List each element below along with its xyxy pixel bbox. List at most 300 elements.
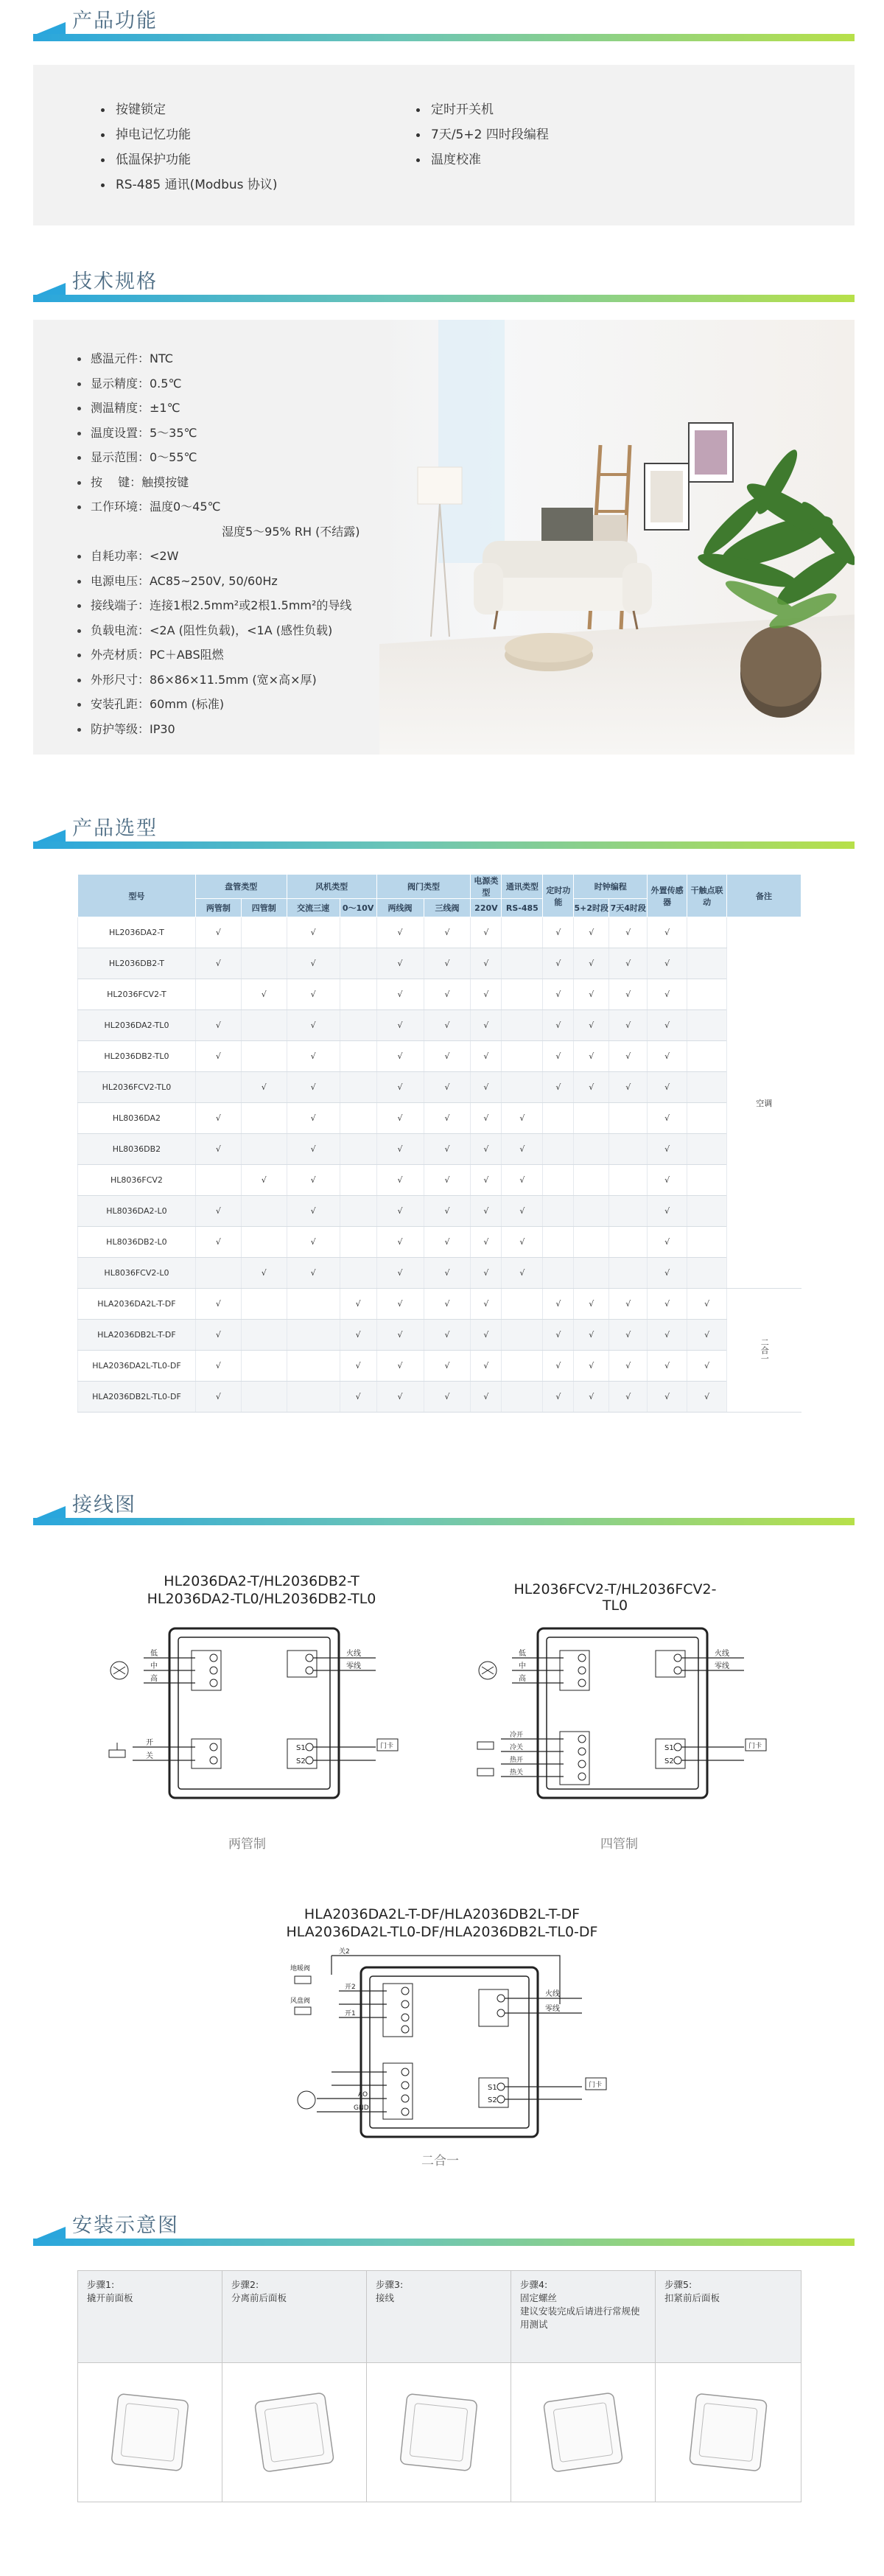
th-ac-3speed: 交流三速: [287, 899, 340, 917]
install-step: [222, 2271, 367, 2502]
check-cell: √: [471, 1258, 502, 1289]
install-step: [511, 2271, 656, 2502]
install-step-illustration: [367, 2364, 511, 2502]
feature-item: 低温保护功能: [94, 147, 278, 172]
section-title: 产品选型: [72, 817, 158, 840]
check-cell: √: [574, 979, 609, 1010]
th-clock: 时钟编程: [574, 875, 648, 899]
check-cell: [195, 1165, 241, 1196]
check-cell: √: [609, 1289, 648, 1320]
check-cell: √: [471, 948, 502, 979]
label-low: 低: [519, 1650, 526, 1658]
remark-cell: 二合一: [727, 1289, 801, 1413]
label-s2: S2: [664, 1757, 674, 1765]
check-cell: [687, 1103, 727, 1134]
check-cell: √: [340, 1289, 376, 1320]
check-cell: √: [471, 1289, 502, 1320]
check-cell: √: [195, 1289, 241, 1320]
check-cell: √: [471, 1165, 502, 1196]
check-cell: √: [502, 1196, 543, 1227]
check-cell: √: [648, 1289, 687, 1320]
wiring-diagram-1-title: [125, 1572, 398, 1608]
table-row: [78, 1072, 801, 1103]
check-cell: √: [424, 1227, 471, 1258]
spec-item: 工作环境：温度0〜45℃: [71, 494, 360, 519]
install-step-header: [656, 2271, 801, 2363]
features-right-list: [409, 97, 549, 172]
th-timer: 定时功能: [543, 875, 574, 917]
header-gradient-bar: [33, 841, 855, 849]
check-cell: [687, 948, 727, 979]
spec-item: 防护等级：IP30: [71, 717, 360, 742]
check-cell: [502, 917, 543, 948]
label-mid: 中: [150, 1662, 158, 1670]
check-cell: [340, 1227, 376, 1258]
check-cell: √: [241, 979, 287, 1010]
check-cell: √: [609, 1320, 648, 1351]
check-cell: [340, 1165, 376, 1196]
install-step-label: 步骤1:: [87, 2279, 115, 2290]
specs-panel: [33, 320, 855, 755]
wiring-diagram-3-title: [265, 1905, 619, 1941]
check-cell: [241, 1196, 287, 1227]
check-cell: √: [241, 1072, 287, 1103]
section-title: 产品功能: [72, 10, 158, 32]
check-cell: [287, 1382, 340, 1413]
check-cell: [287, 1320, 340, 1351]
check-cell: √: [471, 1103, 502, 1134]
install-step-text: 撬开前面板: [87, 2292, 133, 2303]
install-step-label: 步骤4:: [520, 2279, 548, 2290]
model-cell: HL2036FCV2-T: [78, 979, 196, 1010]
install-step-header: [78, 2271, 222, 2363]
check-cell: [340, 917, 376, 948]
check-cell: √: [687, 1351, 727, 1382]
section-header-specs: [0, 261, 884, 305]
check-cell: √: [648, 1382, 687, 1413]
check-cell: √: [543, 917, 574, 948]
th-0-10v: 0〜10V: [340, 899, 376, 917]
check-cell: √: [609, 1351, 648, 1382]
check-cell: √: [287, 1072, 340, 1103]
check-cell: √: [471, 1351, 502, 1382]
check-cell: √: [424, 1165, 471, 1196]
check-cell: √: [376, 1041, 424, 1072]
model-cell: HLA2036DB2L-TL0-DF: [78, 1382, 196, 1413]
check-cell: [609, 1134, 648, 1165]
check-cell: √: [574, 1010, 609, 1041]
check-cell: √: [471, 1382, 502, 1413]
check-cell: √: [574, 1072, 609, 1103]
check-cell: [687, 1258, 727, 1289]
check-cell: √: [287, 1165, 340, 1196]
check-cell: √: [287, 1196, 340, 1227]
check-cell: √: [376, 948, 424, 979]
wiring-diagram-combo: [287, 1945, 619, 2144]
check-cell: √: [543, 1010, 574, 1041]
table-row: [78, 1041, 801, 1072]
check-cell: √: [424, 948, 471, 979]
check-cell: [687, 1165, 727, 1196]
feature-item: 按键锁定: [94, 97, 278, 122]
feature-item: 温度校准: [409, 147, 549, 172]
label-close: 关: [146, 1752, 153, 1760]
check-cell: √: [543, 948, 574, 979]
check-cell: [687, 1041, 727, 1072]
check-cell: √: [424, 1289, 471, 1320]
check-cell: [340, 979, 376, 1010]
th-220v: 220V: [471, 899, 502, 917]
label-on2: 开2: [345, 1984, 356, 1991]
check-cell: √: [471, 1134, 502, 1165]
feature-item: 掉电记忆功能: [94, 122, 278, 147]
label-card: 门卡: [380, 1743, 394, 1750]
check-cell: √: [195, 1196, 241, 1227]
check-cell: √: [195, 948, 241, 979]
section-title: 技术规格: [72, 270, 158, 293]
section-header-wiring: [0, 1484, 884, 1528]
section-header-install: [0, 2205, 884, 2249]
table-row: [78, 1227, 801, 1258]
check-cell: √: [376, 1320, 424, 1351]
check-cell: √: [687, 1320, 727, 1351]
table-row: [78, 1103, 801, 1134]
label-s2: S2: [488, 2096, 497, 2104]
check-cell: [340, 1134, 376, 1165]
check-cell: √: [574, 1320, 609, 1351]
label-live: 火线: [715, 1650, 729, 1658]
spec-item: 湿度5〜95% RH (不结露): [222, 524, 360, 539]
model-cell: HL2036DA2-TL0: [78, 1010, 196, 1041]
check-cell: [340, 1196, 376, 1227]
spec-item: 接线端子：连接1根2.5mm²或2根1.5mm²的导线: [71, 593, 360, 618]
install-step-text: 固定螺丝 建议安装完成后请进行常规使用测试: [520, 2292, 640, 2330]
check-cell: √: [376, 1258, 424, 1289]
check-cell: √: [471, 1196, 502, 1227]
spec-item: 自耗功率：<2W: [71, 544, 360, 569]
feature-item: 7天/5+2 四时段编程: [409, 122, 549, 147]
check-cell: √: [648, 979, 687, 1010]
wiring-diagram-four-pipe: [471, 1621, 781, 1820]
install-step-illustration: [78, 2364, 222, 2502]
model-cell: HL8036FCV2-L0: [78, 1258, 196, 1289]
check-cell: [543, 1227, 574, 1258]
label-high: 高: [519, 1675, 526, 1683]
th-four-pipe: 四管制: [241, 899, 287, 917]
check-cell: [687, 1227, 727, 1258]
th-5plus2: 5+2时段: [574, 899, 609, 917]
check-cell: √: [543, 1072, 574, 1103]
check-cell: √: [340, 1320, 376, 1351]
check-cell: √: [609, 1010, 648, 1041]
check-cell: √: [376, 1165, 424, 1196]
feature-item: RS-485 通讯(Modbus 协议): [94, 172, 278, 197]
check-cell: √: [609, 1072, 648, 1103]
check-cell: [502, 1351, 543, 1382]
table-row: [78, 1289, 801, 1320]
section-header-selection: [0, 808, 884, 852]
check-cell: √: [471, 1010, 502, 1041]
check-cell: √: [376, 1010, 424, 1041]
check-cell: √: [648, 1258, 687, 1289]
wiring-title-line: HL2036DA2-T/HL2036DB2-T: [164, 1573, 359, 1589]
check-cell: √: [195, 1382, 241, 1413]
table-row: [78, 1196, 801, 1227]
check-cell: √: [471, 1227, 502, 1258]
label-high: 高: [150, 1675, 158, 1683]
check-cell: [340, 1258, 376, 1289]
check-cell: √: [287, 1134, 340, 1165]
check-cell: [687, 1072, 727, 1103]
model-cell: HLA2036DA2L-TL0-DF: [78, 1351, 196, 1382]
header-gradient-bar: [33, 34, 855, 41]
check-cell: [241, 1227, 287, 1258]
check-cell: √: [609, 979, 648, 1010]
check-cell: [502, 1289, 543, 1320]
check-cell: [241, 1320, 287, 1351]
label-on1: 开1: [345, 2010, 356, 2017]
check-cell: √: [376, 1227, 424, 1258]
table-row: [78, 1165, 801, 1196]
spec-item: 温度设置：5〜35℃: [71, 421, 360, 446]
check-cell: √: [609, 1382, 648, 1413]
th-two-pipe: 两管制: [195, 899, 241, 917]
label-s2: S2: [296, 1757, 306, 1765]
spec-item: 安装孔距：60mm (标准): [71, 692, 360, 717]
check-cell: √: [502, 1134, 543, 1165]
th-model: 型号: [78, 875, 196, 917]
label-cool-open: 冷开: [510, 1732, 524, 1739]
check-cell: √: [287, 979, 340, 1010]
check-cell: √: [376, 917, 424, 948]
check-cell: √: [376, 1072, 424, 1103]
spec-item: 感温元件：NTC: [71, 346, 360, 371]
check-cell: [609, 1258, 648, 1289]
check-cell: √: [424, 917, 471, 948]
check-cell: [502, 1010, 543, 1041]
wiring-caption-two-pipe: 两管制: [228, 1837, 266, 1852]
model-cell: HLA2036DB2L-T-DF: [78, 1320, 196, 1351]
label-neutral: 零线: [346, 1662, 361, 1670]
check-cell: [543, 1196, 574, 1227]
label-gnd: GND: [354, 2104, 369, 2112]
label-card: 门卡: [589, 2082, 603, 2089]
check-cell: [574, 1227, 609, 1258]
spec-item: 电源电压：AC85~250V, 50/60Hz: [71, 569, 360, 594]
check-cell: [502, 1072, 543, 1103]
check-cell: √: [648, 1072, 687, 1103]
check-cell: √: [648, 1041, 687, 1072]
check-cell: √: [287, 1227, 340, 1258]
model-cell: HL2036DB2-T: [78, 948, 196, 979]
check-cell: [241, 1010, 287, 1041]
th-power: 电源类型: [471, 875, 502, 899]
model-cell: HLA2036DA2L-T-DF: [78, 1289, 196, 1320]
section-header-features: [0, 0, 884, 44]
check-cell: √: [648, 1196, 687, 1227]
model-cell: HL8036DB2-L0: [78, 1227, 196, 1258]
remark-cell: 空调: [727, 917, 801, 1289]
check-cell: [502, 1320, 543, 1351]
th-remark: 备注: [727, 875, 801, 917]
check-cell: √: [195, 1351, 241, 1382]
label-live: 火线: [545, 1990, 560, 1998]
check-cell: √: [471, 1320, 502, 1351]
check-cell: [241, 1351, 287, 1382]
check-cell: √: [424, 1041, 471, 1072]
check-cell: √: [574, 1382, 609, 1413]
th-7day: 7天4时段: [609, 899, 648, 917]
check-cell: √: [376, 1103, 424, 1134]
check-cell: [287, 1289, 340, 1320]
table-row: [78, 948, 801, 979]
header-gradient-bar: [33, 295, 855, 302]
check-cell: [574, 1103, 609, 1134]
check-cell: √: [648, 1103, 687, 1134]
check-cell: [687, 917, 727, 948]
table-row: [78, 1351, 801, 1382]
check-cell: √: [424, 1351, 471, 1382]
install-step: [78, 2271, 222, 2502]
check-cell: √: [648, 1351, 687, 1382]
check-cell: √: [502, 1227, 543, 1258]
check-cell: √: [609, 917, 648, 948]
wiring-title-line: HLA2036DA2L-TL0-DF/HLA2036DB2L-TL0-DF: [286, 1924, 598, 1940]
th-rs485: RS-485: [502, 899, 543, 917]
check-cell: √: [648, 1320, 687, 1351]
install-step-header: [511, 2271, 655, 2363]
install-step-label: 步骤3:: [376, 2279, 404, 2290]
check-cell: [241, 1041, 287, 1072]
install-step-text: 扣紧前后面板: [664, 2292, 720, 2303]
table-row: [78, 979, 801, 1010]
wiring-diagram-2-title: HL2036FCV2-T/HL2036FCV2-TL0: [513, 1581, 717, 1614]
wiring-caption-combo: 二合一: [421, 2154, 459, 2169]
check-cell: [340, 948, 376, 979]
check-cell: √: [574, 1041, 609, 1072]
model-cell: HL2036FCV2-TL0: [78, 1072, 196, 1103]
check-cell: [543, 1103, 574, 1134]
label-card: 门卡: [748, 1743, 762, 1750]
check-cell: √: [471, 1041, 502, 1072]
check-cell: √: [376, 1382, 424, 1413]
check-cell: √: [574, 948, 609, 979]
label-heat-open: 热开: [510, 1757, 524, 1764]
check-cell: √: [471, 1072, 502, 1103]
check-cell: √: [287, 1010, 340, 1041]
table-row: [78, 1382, 801, 1413]
check-cell: √: [543, 1041, 574, 1072]
check-cell: √: [471, 917, 502, 948]
check-cell: √: [424, 1320, 471, 1351]
check-cell: √: [376, 1196, 424, 1227]
label-live: 火线: [346, 1650, 361, 1658]
label-floor-valve: 地暖阀: [290, 1965, 311, 1973]
check-cell: [340, 1072, 376, 1103]
check-cell: √: [195, 1010, 241, 1041]
spec-item: 负载电流：<2A (阻性负载)，<1A (感性负载): [71, 618, 360, 643]
check-cell: √: [376, 1289, 424, 1320]
check-cell: √: [543, 979, 574, 1010]
check-cell: [195, 1072, 241, 1103]
check-cell: [687, 979, 727, 1010]
features-panel: [33, 65, 855, 225]
model-cell: HL2036DA2-T: [78, 917, 196, 948]
check-cell: [609, 1196, 648, 1227]
label-fan-valve: 风盘阀: [290, 1998, 311, 2005]
check-cell: √: [502, 1165, 543, 1196]
check-cell: [340, 1041, 376, 1072]
check-cell: √: [195, 1103, 241, 1134]
install-step-illustration: [511, 2364, 655, 2502]
check-cell: √: [609, 948, 648, 979]
th-comm: 通讯类型: [502, 875, 543, 899]
check-cell: [687, 1196, 727, 1227]
label-heat-close: 热关: [510, 1769, 524, 1777]
label-neutral: 零线: [545, 2005, 560, 2013]
check-cell: √: [687, 1382, 727, 1413]
check-cell: √: [543, 1320, 574, 1351]
spec-list: [71, 346, 360, 741]
check-cell: [502, 1041, 543, 1072]
check-cell: [241, 917, 287, 948]
check-cell: √: [424, 1258, 471, 1289]
check-cell: √: [609, 1041, 648, 1072]
check-cell: √: [195, 917, 241, 948]
check-cell: [543, 1134, 574, 1165]
install-step-header: [222, 2271, 366, 2363]
check-cell: [574, 1165, 609, 1196]
living-room-image: [379, 320, 855, 755]
spec-item: 外壳材质：PC＋ABS阻燃: [71, 643, 360, 668]
check-cell: √: [424, 1196, 471, 1227]
feature-item: 定时开关机: [409, 97, 549, 122]
install-step-text: 分离前后面板: [231, 2292, 287, 2303]
model-cell: HL8036DA2: [78, 1103, 196, 1134]
install-step-label: 步骤5:: [664, 2279, 692, 2290]
label-cool-close: 冷关: [510, 1744, 524, 1751]
model-cell: HL8036DB2: [78, 1134, 196, 1165]
check-cell: [241, 1289, 287, 1320]
check-cell: √: [376, 1134, 424, 1165]
check-cell: [241, 1382, 287, 1413]
label-off2: 关2: [339, 1948, 350, 1956]
model-cell: HL8036DA2-L0: [78, 1196, 196, 1227]
check-cell: √: [543, 1289, 574, 1320]
th-sensor: 外置传感器: [648, 875, 687, 917]
check-cell: [609, 1103, 648, 1134]
wiring-diagram-two-pipe: [103, 1621, 413, 1820]
section-title: 安装示意图: [72, 2214, 179, 2237]
header-gradient-bar: [33, 2239, 855, 2246]
check-cell: [340, 1010, 376, 1041]
th-valve: 阀门类型: [376, 875, 471, 899]
check-cell: √: [574, 1351, 609, 1382]
model-cell: HL2036DB2-TL0: [78, 1041, 196, 1072]
check-cell: √: [195, 1227, 241, 1258]
check-cell: [574, 1196, 609, 1227]
check-cell: √: [376, 1351, 424, 1382]
table-row: [78, 1010, 801, 1041]
label-neutral: 零线: [715, 1662, 729, 1670]
label-s1: S1: [664, 1744, 674, 1752]
table-row: [78, 1134, 801, 1165]
check-cell: √: [424, 1072, 471, 1103]
check-cell: [241, 1134, 287, 1165]
check-cell: √: [648, 1227, 687, 1258]
check-cell: √: [287, 1258, 340, 1289]
install-step: [656, 2271, 801, 2502]
